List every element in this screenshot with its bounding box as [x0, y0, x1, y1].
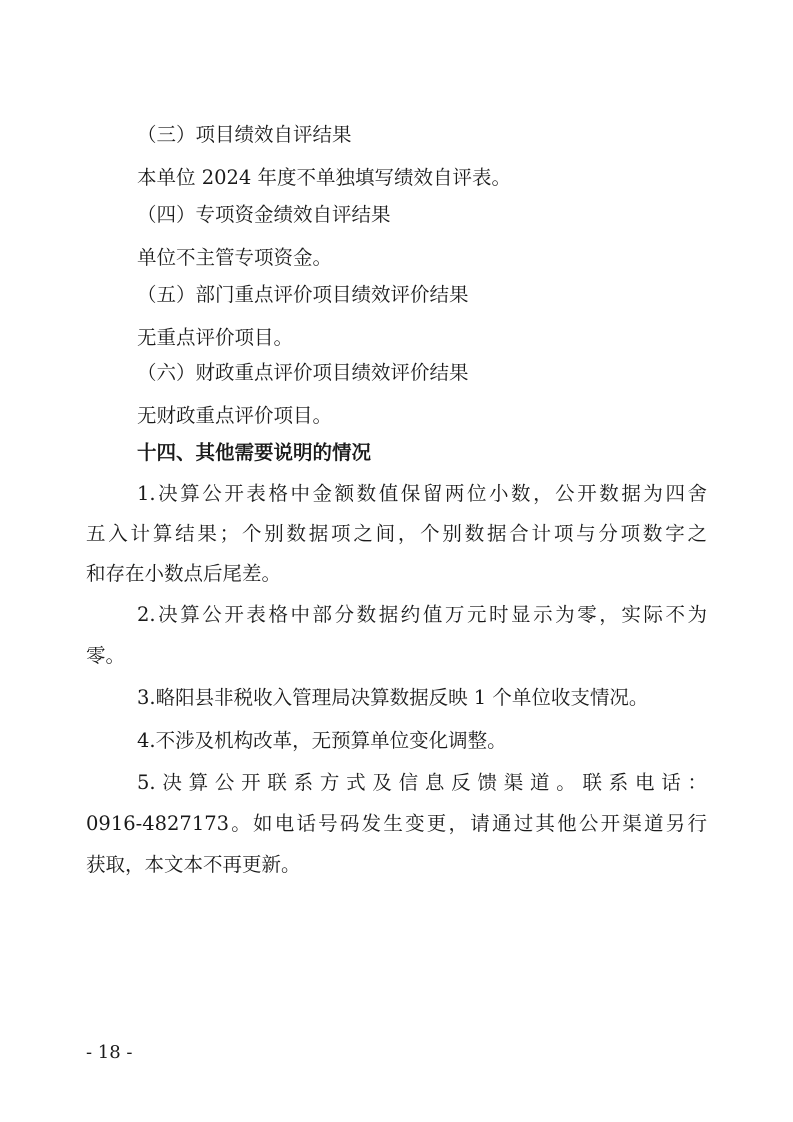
section-4-text: 单位不主管专项资金。 [137, 246, 333, 269]
paragraph-1-line-2: 五入计算结果；个别数据项之间，个别数据合计项与分项数字之 [86, 522, 707, 545]
section-6-title: （六）财政重点评价项目绩效评价结果 [137, 361, 469, 384]
paragraph-2-line-2: 零。 [86, 644, 126, 667]
paragraph-1-line-3: 和存在小数点后尾差。 [86, 562, 282, 585]
section-5-title: （五）部门重点评价项目绩效评价结果 [137, 283, 469, 306]
chapter-14-heading: 十四、其他需要说明的情况 [137, 441, 372, 464]
section-5-text: 无重点评价项目。 [137, 326, 294, 349]
paragraph-2-line-1: 2.决算公开表格中部分数据约值万元时显示为零，实际不为 [137, 603, 707, 626]
page-number: - 18 - [86, 1042, 133, 1063]
paragraph-3: 3.略阳县非税收入管理局决算数据反映 1 个单位收支情况。 [137, 686, 649, 709]
paragraph-5-line-2: 0916-4827173。如电话号码发生变更，请通过其他公开渠道另行 [86, 812, 707, 835]
paragraph-5-line-1: 5.决算公开联系方式及信息反馈渠道。联系电话： [137, 771, 707, 794]
section-4-title: （四）专项资金绩效自评结果 [137, 203, 391, 226]
section-6-text: 无财政重点评价项目。 [137, 404, 333, 427]
paragraph-1-line-1: 1.决算公开表格中金额数值保留两位小数，公开数据为四舍 [137, 482, 707, 505]
paragraph-5-line-3: 获取，本文本不再更新。 [86, 853, 301, 876]
section-3-title: （三）项目绩效自评结果 [137, 123, 352, 146]
section-3-text: 本单位 2024 年度不单独填写绩效自评表。 [137, 166, 512, 189]
paragraph-4: 4.不涉及机构改革，无预算单位变化调整。 [137, 729, 507, 752]
